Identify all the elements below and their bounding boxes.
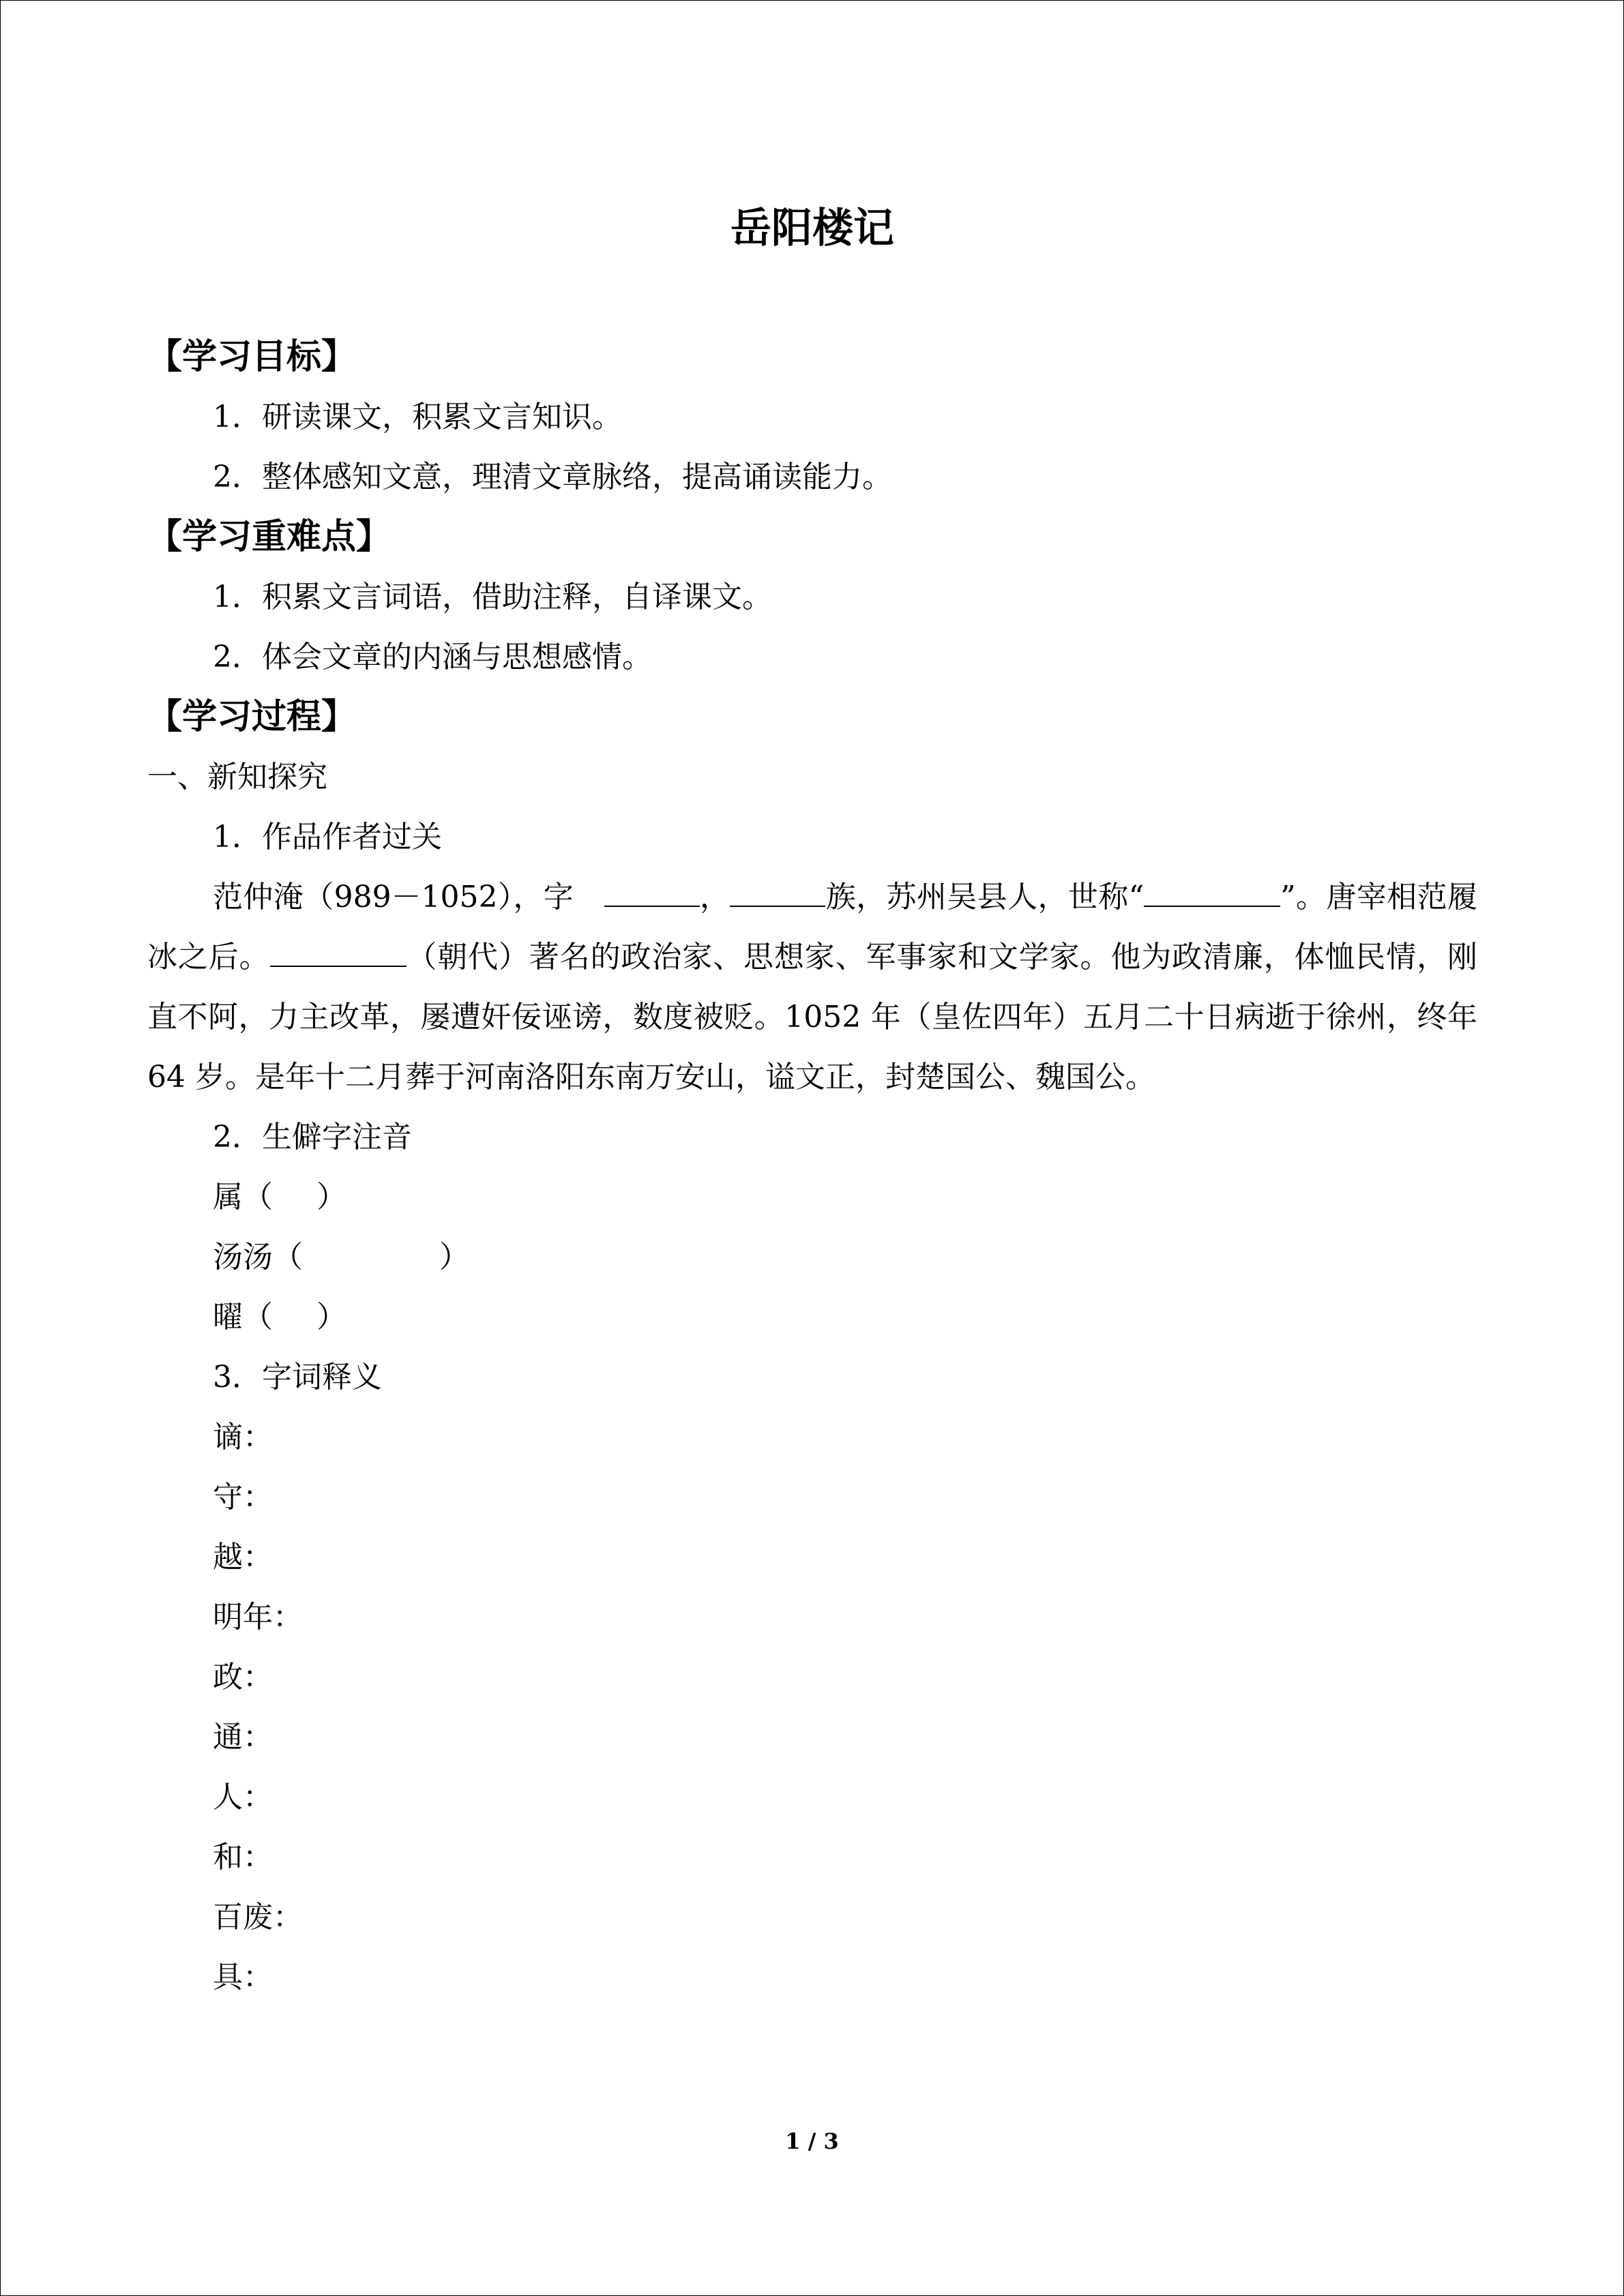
vocab-item: 百废：: [213, 1900, 303, 1935]
pronunciation-char: 曜（: [213, 1300, 273, 1335]
part-label: 一、新知探究: [147, 760, 327, 794]
vocab-item: 守：: [213, 1480, 273, 1515]
document-title: 岳阳楼记: [730, 205, 894, 252]
paren-close: ）: [316, 1300, 346, 1335]
section-heading-goals: 【学习目标】: [147, 337, 357, 377]
vocab-item: 通：: [213, 1720, 273, 1755]
document-body: [147, 198, 1477, 2008]
para-text: （朝代）著名的政治家、思想家、军事家和文学家。他为政清廉，体恤民情，刚直不阿，力主改革，屡遭奸佞诬谤，数度被贬。1052 年（皇佐四年）五月二十日病逝于徐州，终年 64 岁。是年十二月葬于河南洛阳东南万安山，谥文正，封楚国公、魏国公。: [147, 940, 1478, 1094]
fill-blank-title[interactable]: [1144, 880, 1280, 907]
page-indicator: 1 / 3: [785, 2128, 839, 2154]
pronunciation-char: 属（: [213, 1180, 273, 1214]
pronunciation-item: [147, 1287, 1477, 1347]
section-heading-process: 【学习过程】: [147, 697, 357, 737]
pronunciation-item: [147, 1167, 1477, 1227]
fill-blank-ethnicity[interactable]: [730, 880, 825, 907]
para-text: ，: [699, 880, 730, 914]
para-text: 范仲淹（989－1052），字: [213, 880, 604, 914]
goal-item: 1．研读课文，积累文言知识。: [213, 400, 622, 434]
pronunciation-char: 汤汤（: [213, 1240, 303, 1274]
para-text: 族，苏州吴县人，世称“: [825, 880, 1145, 914]
pronunciation-item: [147, 1227, 1477, 1287]
author-paragraph: [147, 867, 1477, 1107]
vocab-item: 越：: [213, 1540, 273, 1575]
fill-blank-courtesy-name[interactable]: [604, 880, 700, 907]
vocab-item: 明年：: [213, 1600, 303, 1635]
question-label: 1．作品作者过关: [213, 820, 442, 854]
key-point-item: 1．积累文言词语，借助注释，自译课文。: [213, 580, 772, 614]
section-heading-key-points: 【学习重难点】: [147, 517, 392, 557]
question-label: 3．字词释义: [213, 1360, 382, 1395]
paren-close: ）: [316, 1180, 346, 1214]
vocab-item: 具：: [213, 1960, 273, 1995]
vocab-item: 政：: [213, 1660, 273, 1695]
vocab-item: 和：: [213, 1840, 273, 1875]
question-label: 2．生僻字注音: [213, 1120, 412, 1154]
key-point-item: 2．体会文章的内涵与思想感情。: [213, 640, 652, 674]
vocab-item: 人：: [213, 1780, 273, 1815]
goal-item: 2．整体感知文意，理清文章脉络，提高诵读能力。: [213, 460, 892, 494]
paren-close: ）: [439, 1240, 469, 1274]
vocab-item: 谪：: [213, 1420, 273, 1455]
fill-blank-dynasty[interactable]: [270, 940, 407, 967]
para-text: ”。唐宰相范履冰之后。: [147, 880, 1477, 974]
